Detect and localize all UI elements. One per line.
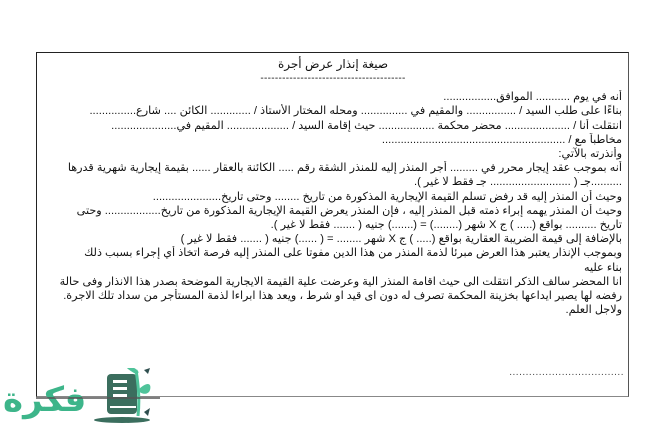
doc-line-requester: بناءًا على طلب السيد / ................ والمقيم في ............... ومحله المختار الأستاذ / ............. الكائن .... شارع...............: [89, 105, 622, 118]
document-leaf-logo-icon: [0, 368, 160, 429]
doc-line-amount: ..........جـ ( .......................... جـ فقط لا غير ).: [413, 176, 622, 189]
doc-line-tax: بالإضافة إلى قيمة الضريبة العقارية بواقع (..... ) ج X شهر ........ = ( ......) جنيه ( ....... فقط لا غير ): [180, 233, 622, 246]
doc-line-bailiff: انتقلت أنا / ..................... محضر محكمة .................. حيث إقامة السيد / .................... المقيم في.....................: [111, 119, 622, 132]
doc-line-calculation: تاريخ .......... بواقع (..... ) ج X شهر (........) = (.......) جنيه ( ....... فقط لا غير ).: [270, 219, 622, 232]
document-body: [44, 57, 622, 317]
doc-line-lease: أنه بموجب عقد إيجار محرر في ......... أجر المنذر إليه للمنذر الشقة رقم ..... الكائنة بالعقار ...... بقيمة إيجارية شهرية قدرها: [67, 162, 622, 175]
doc-line-warning-intro: وأنذرته بالآتي:: [558, 148, 622, 161]
doc-line-deposit: رفضه لها يصير ايداعها بخزينة المحكمة تصرف له دون اى قيد او شرط ، ويعد هذا ابراءا لذمة المستأجر من سداد تلك الاجرة.: [63, 290, 622, 303]
doc-line-bailiff-action: انا المحضر سالف الذكر انتقلت الى حيث اقامة المنذر الية وعرضت علية القيمة الايجارية الموضحة بصدر هذا الانذار وفى حالة: [59, 275, 622, 288]
doc-line-accordingly: بناء عليه: [583, 261, 622, 274]
doc-line-addressed: مخاطباً مع / ...........................................................: [381, 133, 622, 146]
signature-line: ...................................: [509, 367, 624, 378]
title-separator: ----------------------------------------: [260, 73, 406, 85]
watermark-brand-text: فكرة: [3, 380, 87, 420]
doc-line-release: وبموجب الإنذار يعتبر هذا العرض مبرئا لذمة المنذر من هذا الدين مفوتا على المنذر إليه فرصة اتخاذ أي إجراء بسبب ذلك: [84, 247, 622, 260]
document-title: صيغة إنذار عرض أجرة: [277, 57, 389, 71]
doc-line-closing: ولاجل العلم.: [565, 304, 622, 317]
doc-line-offer: وحيث أن المنذر يهمه إبراء ذمته قبل المنذر إليه ، فإن المنذر يعرض القيمة الإيجارية المذكورة من تاريخ.................. وحتى: [76, 204, 622, 217]
doc-line-refusal: وحيث أن المنذر إليه قد رفض تسلم القيمة الإيجارية المذكورة من تاريخ ........ وحتى تاريخ......................: [152, 190, 622, 203]
doc-line-date: أنه في يوم ........... الموافق.................: [443, 91, 622, 104]
